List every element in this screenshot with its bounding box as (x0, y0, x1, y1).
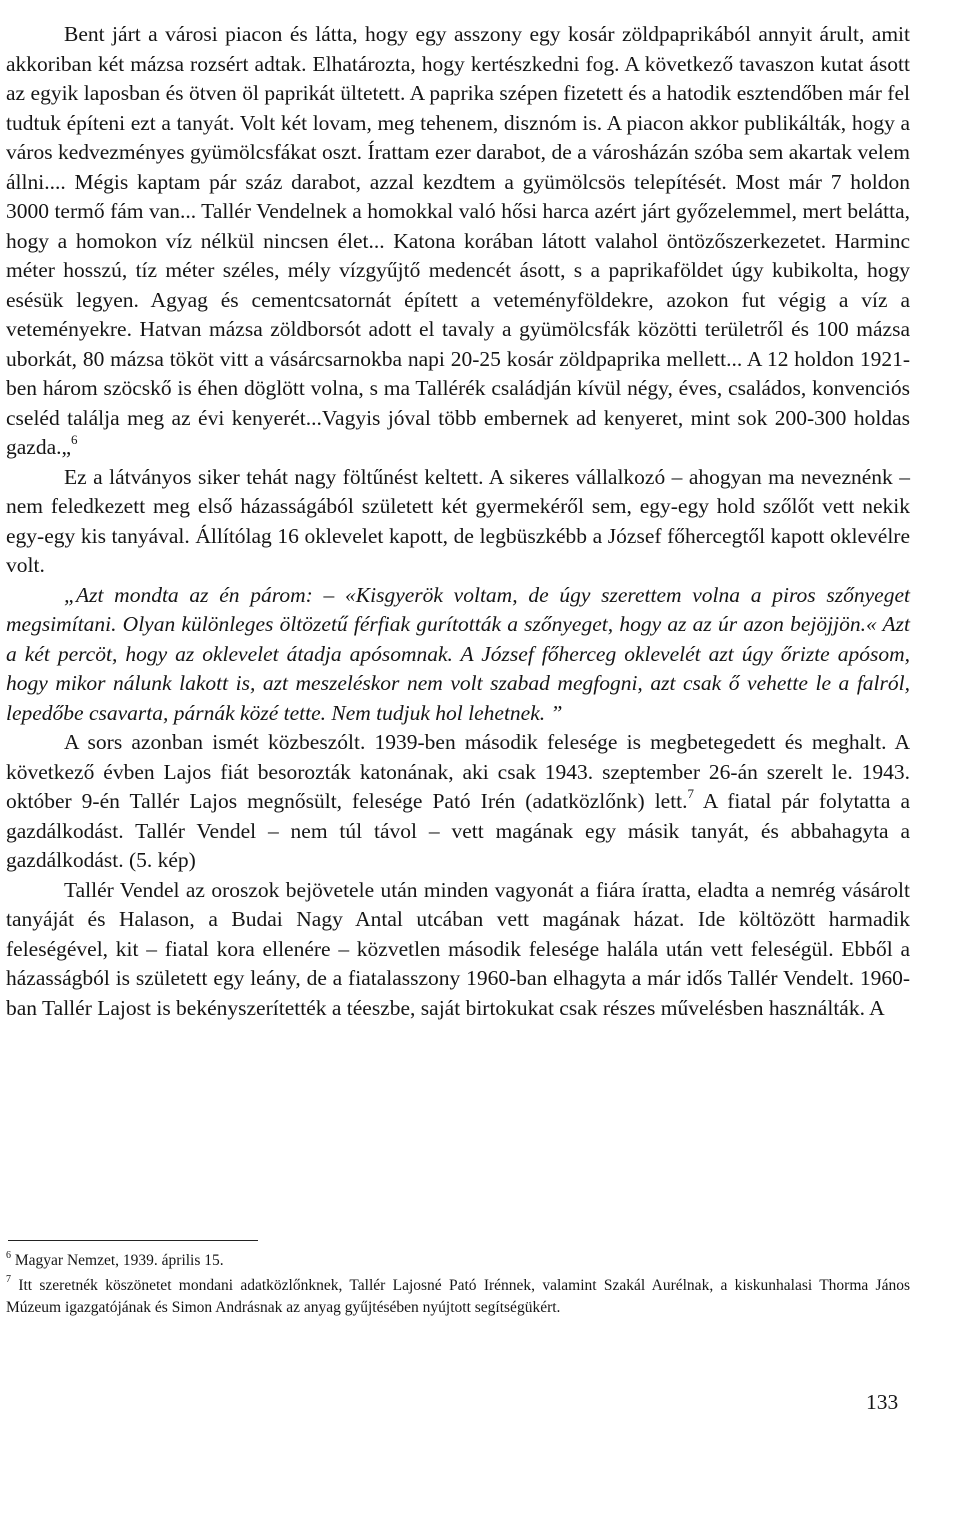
paragraph-1-text: Bent járt a városi piacon és látta, hogy egy asszony egy kosár zöldpaprikából annyit árult, amit akkoriban két mázsa rozsért adtak. Elhatározta, hogy kertészkedni fog. A következő tavaszon kutat ásott az egyik laposban és ötven öl paprikát ültetett. A paprika szépen fizetett és a hatodik esztendőben már fel tudtuk építeni ezt a tanyát. Volt két lovam, meg tehenem, disznóm is. A piacon akkor publikálták, hogy a város kedvezményes gyümölcsfákat oszt. Írattam ezer darabot, de a városházán szóba sem akartak velem állni.... Mégis kaptam pár száz darabot, azzal kezdtem a gyümölcsös telepítését. Most már 7 holdon 3000 termő fám van... Tallér Vendelnek a homokkal való hősi harca azért járt győzelemmel, mert belátta, hogy a homokon víz nélkül nincsen élet... Katona korában látott valahol öntözőszerkezetet. Harminc méter hosszú, tíz méter széles, mély vízgyűjtő medencét ásott, s a paprikaföldet úgy kubikolta, hogy esésük legyen. Agyag és cementcsatornát épített a veteményföldekre, azokon fut végig a víz a veteményekre. Hatvan mázsa zöldborsót adott el tavaly a gyümölcsfák közötti területről és 100 mázsa uborkát, 80 mázsa tököt vitt a vásárcsarnokba napi 20-25 kosár zöldpaprika mellett... A 12 holdon 1921-ben három szöcskő is éhen döglött volna, s ma Tallérék családján kívül négy, éves, családos, konvenciós cseléd találja meg az évi kenyerét...Vagyis jóval több embernek ad kenyeret, mint sok 200-300 holdas gazda.„ (6, 22, 910, 459)
paragraph-4 (6, 728, 910, 876)
body-text (6, 20, 910, 1023)
footnote-ref-6: 6 (71, 431, 78, 447)
footnotes (6, 1250, 910, 1322)
footnote-ref-7: 7 (687, 785, 695, 801)
paragraph-2 (6, 463, 910, 581)
paragraph-4-text: A sors azonban ismét közbeszólt. 1939-ben második felesége is megbetegedett és meghalt. A következő évben Lajos fiát besorozták katonának, aki csak 1943. szeptember 26-án szerelt le. 1943. október 9-én Tallér Lajos megnősült, felesége Pató Irén (adatközlőnk) lett. (6, 730, 910, 813)
footnote-mark: 7 (6, 1274, 11, 1286)
quote-paragraph (6, 581, 910, 729)
footnote-7 (6, 1275, 910, 1320)
quote-text: „Azt mondta az én párom: – «Kisgyerök voltam, de úgy szerettem volna a piros szőnyeget megsimítani. Olyan különleges öltözetű férfiak gurították a szőnyeget, hogy az az úr azon bejöjjön.« Azt a két percöt, hogy az oklevelet átadja apósomnak. A József főherceg oklevelét azt úgy őrizte apósom, hogy mikor nálunk lakott is, azt meszeléskor nem volt szabad megfogni, azt csak ő vehette le a falról, lepedőbe csavarta, párnák közé tette. Nem tudjuk hol lehetnek. ” (6, 582, 910, 725)
footnote-6 (6, 1250, 910, 1273)
paragraph-4-text-after: A fiatal pár folytatta a gazdálkodást. Tallér Vendel – nem túl távol – vett magának egy másik tanyát, és abbahagyta a gazdálkodást. (5. kép) (6, 789, 911, 872)
paragraph-5 (6, 876, 910, 1024)
footnote-text: Magyar Nemzet, 1939. április 15. (14, 1252, 224, 1269)
footnote-divider (8, 1240, 258, 1241)
footnote-text: Itt szeretnék köszönetet mondani adatközlőnknek, Tallér Lajosné Pató Irénnek, valamint Szakál Aurélnak, a kiskunhalasi Thorma János Múzeum igazgatójának és Simon Andrásnak az anyag gyűjtésében nyújtott segítségükért. (6, 1276, 911, 1316)
page-number: 133 (866, 1390, 899, 1414)
paragraph-2-text: Ez a látványos siker tehát nagy föltűnést keltett. A sikeres vállalkozó – ahogyan ma neveznénk – nem feledkezett meg első házasságából született két gyermekéről sem, egy-egy hold szőlőt vett nekik egy-egy kis tanyával. Állítólag 16 oklevelet kapott, de legbüszkébb a József főhercegtől kapott oklevélre volt. (6, 464, 910, 577)
footnote-mark: 6 (6, 1249, 11, 1261)
paragraph-5-text: Tallér Vendel az oroszok bejövetele után minden vagyonát a fiára íratta, eladta a nemrég vásárolt tanyáját és Halason, a Budai Nagy Antal utcában vett magának házat. Ide költözött harmadik feleségével, kit – fiatal kora ellenére – közvetlen második felesége halála után vett feleségül. Ebből a házasságból is született egy leány, de a fiatalasszony 1960-ban elhagyta a már idős Tallér Vendelt. 1960-ban Tallér Lajost is bekényszerítették a téeszbe, saját birtokukat csak részes művelésben használták. A (6, 877, 910, 1020)
paragraph-1 (6, 20, 910, 463)
